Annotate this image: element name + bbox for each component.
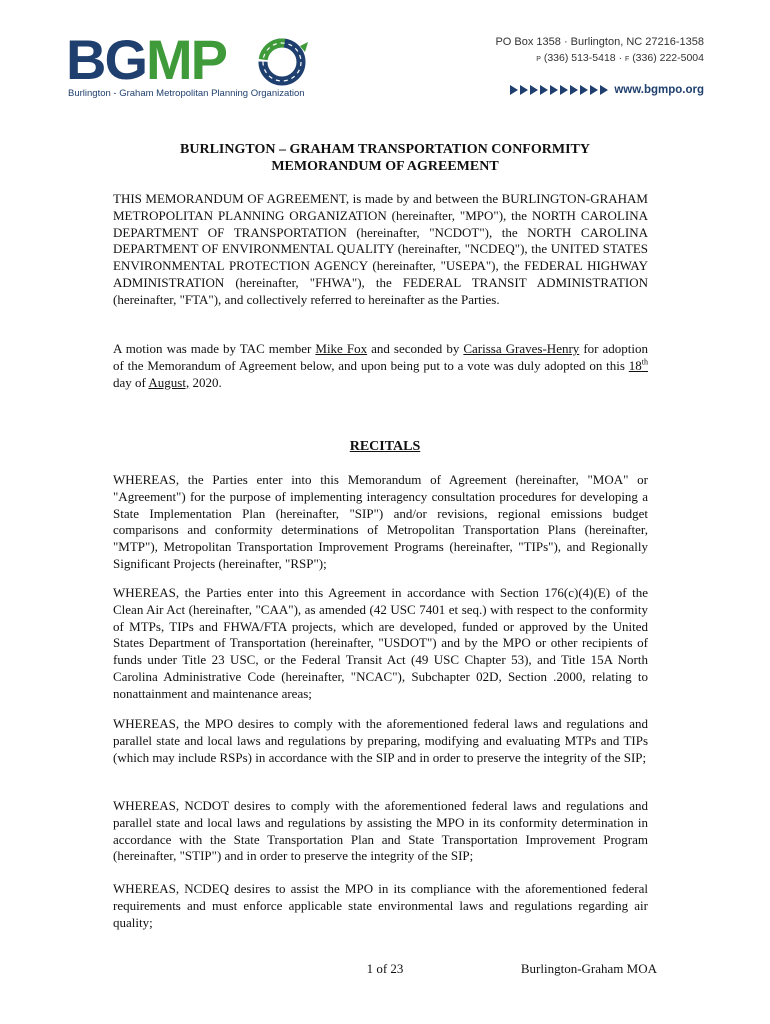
recital-paragraph: WHEREAS, the MPO desires to comply with the aforementioned federal laws and regulations and parallel state and local laws and regulations by preparing, modifying and evaluating MTPs and TIPs (which may include RSPs) in accordance with the SIP and in order to preserve the integrity of the SIP; — [113, 716, 648, 765]
adoption-day: 18th — [628, 357, 648, 373]
contact-block — [495, 34, 704, 68]
website-row — [510, 84, 704, 96]
recital-paragraph: WHEREAS, NCDEQ desires to assist the MPO in its compliance with the aforementioned federal requirements and must enforce applicable state environmental laws and regulations regarding air quality; — [113, 881, 648, 930]
recital-paragraph: WHEREAS, the Parties enter into this Memorandum of Agreement (hereinafter, "MOA" or "Agreement") for the purpose of implementing interagency consultation procedures for developing a State Implementation Plan (hereinafter, "SIP") and/or revisions, regional emissions budget comparisons and conformity determinations of Metropolitan Transportation Plans (hereinafter, "MTP"), Metropolitan Transportation Improvement Programs (hereinafter, "TIPs"), and Regionally Significant Projects (hereinafter, "RSP"); — [113, 472, 648, 571]
intro-paragraph: THIS MEMORANDUM OF AGREEMENT, is made by and between the BURLINGTON-GRAHAM METROPOLITAN PLANNING ORGANIZATION (hereinafter, "MPO"), the NORTH CAROLINA DEPARTMENT OF TRANSPORTATION (hereinafter, "NCDOT"), the NORTH CAROLINA DEPARTMENT OF ENVIRONMENTAL QUALITY (hereinafter, "NCDEQ"), the UNITED STATES ENVIRONMENTAL PROTECTION AGENCY (hereinafter, "USEPA"), the FEDERAL HIGHWAY ADMINISTRATION (hereinafter, "FHWA"), the FEDERAL TRANSIT ADMINISTRATION (hereinafter, "FTA"), and collectively referred to hereinafter as the Parties. — [113, 191, 648, 307]
seconder-name: Carissa Graves-Henry — [463, 341, 580, 356]
logo-wordmark — [66, 28, 226, 91]
tac-member-name: Mike Fox — [315, 341, 368, 356]
motion-paragraph: A motion was made by TAC member Mike Fox and seconded by Carissa Graves-Henry for adoption of the Memorandum of Agreement below, and upon being put to a vote was duly adopted on this 18th day of August, 2020. — [113, 341, 649, 390]
website-link[interactable]: www.bgmpo.org — [614, 84, 704, 96]
arrow-row-icon — [510, 85, 608, 95]
document-footer-title: Burlington-Graham MOA — [520, 961, 657, 976]
document-title-line2: MEMORANDUM OF AGREEMENT — [271, 159, 499, 174]
document-title-line1: BURLINGTON – GRAHAM TRANSPORTATION CONFORMITY — [180, 142, 590, 157]
bgmpo-logo — [66, 28, 326, 102]
fax-number: (336) 222-5004 — [632, 52, 704, 64]
fax-label: F — [624, 56, 630, 63]
phone-number: (336) 513-5418 — [543, 52, 616, 64]
roundabout-icon — [256, 36, 308, 88]
logo-bg-letters: BG — [66, 28, 146, 91]
phone-fax-line: P (336) 513-5418 · F (336) 222-5004 — [536, 52, 704, 64]
page-number: 1 of 23 — [366, 961, 404, 976]
recital-paragraph: WHEREAS, the Parties enter into this Agreement in accordance with Section 176(c)(4)(E) of the Clean Air Act (hereinafter, "CAA"), as amended (42 USC 7401 et seq.) with respect to the conformity of MTPs, TIPs and FHWA/FTA projects, which are developed, funded or approved by the United States Department of Transportation (hereinafter, "USDOT") and by the MPO or other recipients of funds under Title 23 USC, or the Federal Transit Act (49 USC Chapter 53), and Title 15A North Carolina Administrative Code (hereinafter, "NCAC"), Subchapter 02D, Section .2000, relating to nonattainment and maintenance areas; — [113, 585, 648, 701]
recital-paragraph: WHEREAS, NCDOT desires to comply with the aforementioned federal laws and regulations and parallel state and local laws and regulations by assisting the MPO in its conformity determination in accordance with the State Transportation Plan and State Transportation Improvement Program (hereinafter, "STIP") and in order to preserve the integrity of the SIP; — [113, 798, 648, 864]
logo-mp-letters: MP — [146, 28, 226, 91]
mailing-address: PO Box 1358 · Burlington, NC 27216-1358 — [495, 36, 704, 48]
recitals-heading: RECITALS — [349, 439, 421, 454]
phone-label: P — [536, 56, 541, 63]
logo-tagline: Burlington - Graham Metropolitan Planning Organization — [68, 88, 305, 99]
adoption-month: August, — [148, 374, 190, 390]
